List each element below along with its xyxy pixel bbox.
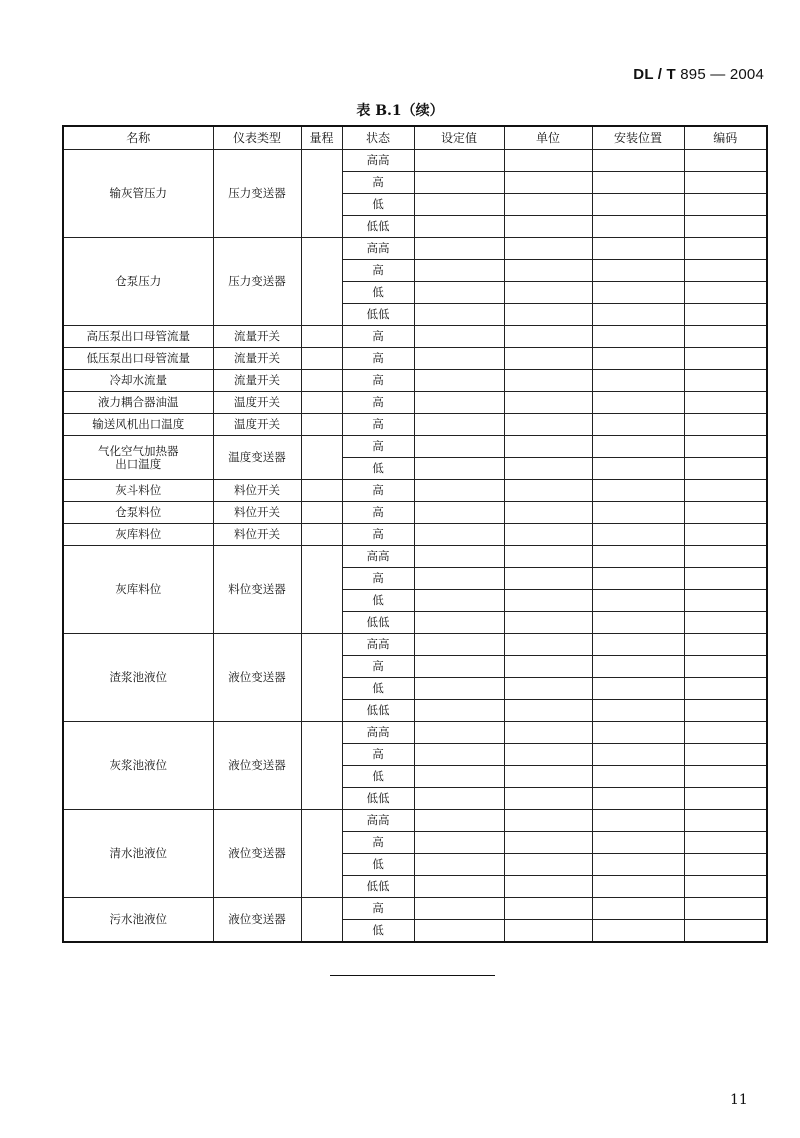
- code-cell: [684, 260, 767, 282]
- instrument-name: 污水池液位: [63, 898, 213, 943]
- code-cell: [684, 458, 767, 480]
- unit-cell: [504, 238, 592, 260]
- range-cell: [301, 722, 342, 810]
- code-cell: [684, 216, 767, 238]
- code-cell: [684, 282, 767, 304]
- code-cell: [684, 326, 767, 348]
- unit-cell: [504, 304, 592, 326]
- setpoint-cell: [414, 788, 504, 810]
- location-cell: [592, 524, 684, 546]
- state-cell: 高: [342, 370, 414, 392]
- location-cell: [592, 898, 684, 920]
- range-cell: [301, 150, 342, 238]
- instrument-name: 灰库料位: [63, 546, 213, 634]
- state-cell: 高高: [342, 150, 414, 172]
- instrument-name: 高压泵出口母管流量: [63, 326, 213, 348]
- column-header: 名称: [63, 126, 213, 150]
- state-cell: 低低: [342, 788, 414, 810]
- unit-cell: [504, 590, 592, 612]
- unit-cell: [504, 810, 592, 832]
- range-cell: [301, 898, 342, 943]
- unit-cell: [504, 832, 592, 854]
- state-cell: 高: [342, 656, 414, 678]
- instrument-name: 清水池液位: [63, 810, 213, 898]
- setpoint-cell: [414, 282, 504, 304]
- setpoint-cell: [414, 920, 504, 943]
- state-cell: 高: [342, 898, 414, 920]
- location-cell: [592, 260, 684, 282]
- instrument-name: 灰库料位: [63, 524, 213, 546]
- location-cell: [592, 876, 684, 898]
- setpoint-cell: [414, 744, 504, 766]
- location-cell: [592, 480, 684, 502]
- setpoint-cell: [414, 304, 504, 326]
- unit-cell: [504, 546, 592, 568]
- instrument-name: 灰斗料位: [63, 480, 213, 502]
- state-cell: 高: [342, 524, 414, 546]
- state-cell: 高高: [342, 546, 414, 568]
- code-cell: [684, 634, 767, 656]
- column-header: 量程: [301, 126, 342, 150]
- location-cell: [592, 700, 684, 722]
- setpoint-cell: [414, 568, 504, 590]
- table-row: [63, 898, 767, 920]
- range-cell: [301, 502, 342, 524]
- code-cell: [684, 612, 767, 634]
- location-cell: [592, 766, 684, 788]
- code-cell: [684, 150, 767, 172]
- location-cell: [592, 326, 684, 348]
- range-cell: [301, 436, 342, 480]
- code-cell: [684, 238, 767, 260]
- instrument-name: 冷却水流量: [63, 370, 213, 392]
- standard-year: 895 — 2004: [680, 66, 764, 83]
- location-cell: [592, 612, 684, 634]
- instrument-name: 仓泵料位: [63, 502, 213, 524]
- state-cell: 低: [342, 920, 414, 943]
- table-row: [63, 150, 767, 172]
- unit-cell: [504, 282, 592, 304]
- instrument-name: 渣浆池液位: [63, 634, 213, 722]
- state-cell: 高: [342, 326, 414, 348]
- state-cell: 高: [342, 348, 414, 370]
- column-header: 单位: [504, 126, 592, 150]
- setpoint-cell: [414, 370, 504, 392]
- state-cell: 低: [342, 458, 414, 480]
- state-cell: 低低: [342, 216, 414, 238]
- setpoint-cell: [414, 546, 504, 568]
- location-cell: [592, 150, 684, 172]
- unit-cell: [504, 656, 592, 678]
- code-cell: [684, 304, 767, 326]
- column-header: 安装位置: [592, 126, 684, 150]
- table-row: [63, 348, 767, 370]
- range-cell: [301, 524, 342, 546]
- code-cell: [684, 392, 767, 414]
- code-cell: [684, 832, 767, 854]
- location-cell: [592, 634, 684, 656]
- range-cell: [301, 634, 342, 722]
- unit-cell: [504, 722, 592, 744]
- setpoint-cell: [414, 414, 504, 436]
- table-row: [63, 370, 767, 392]
- code-cell: [684, 194, 767, 216]
- instrument-name: 仓泵压力: [63, 238, 213, 326]
- code-cell: [684, 568, 767, 590]
- range-cell: [301, 810, 342, 898]
- location-cell: [592, 788, 684, 810]
- setpoint-cell: [414, 436, 504, 458]
- location-cell: [592, 810, 684, 832]
- location-cell: [592, 678, 684, 700]
- instrument-type: 料位变送器: [213, 546, 301, 634]
- location-cell: [592, 348, 684, 370]
- range-cell: [301, 546, 342, 634]
- location-cell: [592, 656, 684, 678]
- column-header: 编码: [684, 126, 767, 150]
- code-cell: [684, 898, 767, 920]
- unit-cell: [504, 524, 592, 546]
- unit-cell: [504, 920, 592, 943]
- standard-number: [633, 66, 764, 83]
- state-cell: 高: [342, 568, 414, 590]
- location-cell: [592, 502, 684, 524]
- code-cell: [684, 524, 767, 546]
- unit-cell: [504, 876, 592, 898]
- location-cell: [592, 238, 684, 260]
- state-cell: 高: [342, 502, 414, 524]
- code-cell: [684, 546, 767, 568]
- instrument-type: 流量开关: [213, 348, 301, 370]
- setpoint-cell: [414, 766, 504, 788]
- setpoint-cell: [414, 810, 504, 832]
- code-cell: [684, 700, 767, 722]
- setpoint-cell: [414, 150, 504, 172]
- unit-cell: [504, 480, 592, 502]
- unit-cell: [504, 898, 592, 920]
- setpoint-cell: [414, 678, 504, 700]
- state-cell: 低: [342, 282, 414, 304]
- instrument-name: 输送风机出口温度: [63, 414, 213, 436]
- column-header: 仪表类型: [213, 126, 301, 150]
- unit-cell: [504, 370, 592, 392]
- column-header: 设定值: [414, 126, 504, 150]
- code-cell: [684, 370, 767, 392]
- setpoint-cell: [414, 700, 504, 722]
- code-cell: [684, 436, 767, 458]
- table-row: [63, 546, 767, 568]
- unit-cell: [504, 700, 592, 722]
- page-number: 11: [730, 1092, 748, 1108]
- table-row: [63, 436, 767, 458]
- setpoint-cell: [414, 172, 504, 194]
- table-row: [63, 524, 767, 546]
- range-cell: [301, 414, 342, 436]
- unit-cell: [504, 502, 592, 524]
- state-cell: 低: [342, 678, 414, 700]
- state-cell: 高: [342, 832, 414, 854]
- location-cell: [592, 172, 684, 194]
- setpoint-cell: [414, 194, 504, 216]
- unit-cell: [504, 260, 592, 282]
- code-cell: [684, 788, 767, 810]
- end-rule: [330, 975, 495, 976]
- setpoint-cell: [414, 832, 504, 854]
- standard-code: DL / T: [633, 66, 676, 83]
- unit-cell: [504, 744, 592, 766]
- unit-cell: [504, 568, 592, 590]
- table-row: [63, 634, 767, 656]
- location-cell: [592, 546, 684, 568]
- instrument-type: 液位变送器: [213, 898, 301, 943]
- table-row: [63, 810, 767, 832]
- state-cell: 高高: [342, 722, 414, 744]
- table-row: [63, 480, 767, 502]
- table-row: [63, 392, 767, 414]
- state-cell: 高高: [342, 810, 414, 832]
- state-cell: 高高: [342, 634, 414, 656]
- setpoint-cell: [414, 524, 504, 546]
- location-cell: [592, 370, 684, 392]
- location-cell: [592, 194, 684, 216]
- code-cell: [684, 172, 767, 194]
- state-cell: 高: [342, 414, 414, 436]
- location-cell: [592, 832, 684, 854]
- unit-cell: [504, 458, 592, 480]
- setpoint-cell: [414, 876, 504, 898]
- code-cell: [684, 502, 767, 524]
- unit-cell: [504, 634, 592, 656]
- setpoint-cell: [414, 590, 504, 612]
- unit-cell: [504, 150, 592, 172]
- state-cell: 低低: [342, 304, 414, 326]
- range-cell: [301, 392, 342, 414]
- location-cell: [592, 392, 684, 414]
- code-cell: [684, 348, 767, 370]
- location-cell: [592, 920, 684, 943]
- setpoint-cell: [414, 612, 504, 634]
- unit-cell: [504, 788, 592, 810]
- state-cell: 低: [342, 590, 414, 612]
- instrument-type: 温度开关: [213, 392, 301, 414]
- instrument-type: 液位变送器: [213, 810, 301, 898]
- unit-cell: [504, 678, 592, 700]
- instrument-type: 料位开关: [213, 480, 301, 502]
- range-cell: [301, 326, 342, 348]
- instrument-type: 料位开关: [213, 502, 301, 524]
- range-cell: [301, 348, 342, 370]
- unit-cell: [504, 854, 592, 876]
- state-cell: 低: [342, 766, 414, 788]
- setpoint-cell: [414, 348, 504, 370]
- state-cell: 高: [342, 480, 414, 502]
- setpoint-cell: [414, 392, 504, 414]
- column-header: 状态: [342, 126, 414, 150]
- instrument-type: 压力变送器: [213, 238, 301, 326]
- instrument-table: [62, 125, 768, 943]
- setpoint-cell: [414, 898, 504, 920]
- unit-cell: [504, 326, 592, 348]
- state-cell: 高: [342, 260, 414, 282]
- unit-cell: [504, 436, 592, 458]
- instrument-name: 低压泵出口母管流量: [63, 348, 213, 370]
- state-cell: 低低: [342, 700, 414, 722]
- setpoint-cell: [414, 854, 504, 876]
- code-cell: [684, 414, 767, 436]
- unit-cell: [504, 348, 592, 370]
- location-cell: [592, 590, 684, 612]
- setpoint-cell: [414, 480, 504, 502]
- instrument-name: 气化空气加热器 出口温度: [63, 436, 213, 480]
- instrument-type: 流量开关: [213, 326, 301, 348]
- instrument-type: 料位开关: [213, 524, 301, 546]
- unit-cell: [504, 172, 592, 194]
- setpoint-cell: [414, 722, 504, 744]
- unit-cell: [504, 194, 592, 216]
- instrument-type: 压力变送器: [213, 150, 301, 238]
- unit-cell: [504, 766, 592, 788]
- location-cell: [592, 282, 684, 304]
- setpoint-cell: [414, 634, 504, 656]
- setpoint-cell: [414, 260, 504, 282]
- location-cell: [592, 304, 684, 326]
- state-cell: 高: [342, 744, 414, 766]
- setpoint-cell: [414, 656, 504, 678]
- unit-cell: [504, 414, 592, 436]
- unit-cell: [504, 612, 592, 634]
- setpoint-cell: [414, 326, 504, 348]
- location-cell: [592, 568, 684, 590]
- location-cell: [592, 744, 684, 766]
- code-cell: [684, 678, 767, 700]
- code-cell: [684, 854, 767, 876]
- code-cell: [684, 656, 767, 678]
- setpoint-cell: [414, 238, 504, 260]
- unit-cell: [504, 392, 592, 414]
- code-cell: [684, 920, 767, 943]
- unit-cell: [504, 216, 592, 238]
- instrument-type: 液位变送器: [213, 722, 301, 810]
- instrument-name: 灰浆池液位: [63, 722, 213, 810]
- instrument-type: 液位变送器: [213, 634, 301, 722]
- table-row: [63, 722, 767, 744]
- instrument-type: 温度开关: [213, 414, 301, 436]
- range-cell: [301, 238, 342, 326]
- location-cell: [592, 436, 684, 458]
- table-caption: 表 B.1（续）: [356, 103, 444, 119]
- code-cell: [684, 590, 767, 612]
- code-cell: [684, 480, 767, 502]
- state-cell: 高: [342, 172, 414, 194]
- table-row: [63, 326, 767, 348]
- location-cell: [592, 414, 684, 436]
- code-cell: [684, 876, 767, 898]
- location-cell: [592, 854, 684, 876]
- location-cell: [592, 722, 684, 744]
- location-cell: [592, 458, 684, 480]
- setpoint-cell: [414, 216, 504, 238]
- code-cell: [684, 810, 767, 832]
- instrument-type: 流量开关: [213, 370, 301, 392]
- instrument-name: 液力耦合器油温: [63, 392, 213, 414]
- table-row: [63, 414, 767, 436]
- location-cell: [592, 216, 684, 238]
- range-cell: [301, 480, 342, 502]
- table-row: [63, 502, 767, 524]
- setpoint-cell: [414, 502, 504, 524]
- code-cell: [684, 766, 767, 788]
- setpoint-cell: [414, 458, 504, 480]
- instrument-name: 输灰管压力: [63, 150, 213, 238]
- state-cell: 低: [342, 854, 414, 876]
- code-cell: [684, 722, 767, 744]
- state-cell: 低: [342, 194, 414, 216]
- code-cell: [684, 744, 767, 766]
- state-cell: 高: [342, 392, 414, 414]
- instrument-type: 温度变送器: [213, 436, 301, 480]
- state-cell: 低低: [342, 876, 414, 898]
- table-row: [63, 238, 767, 260]
- range-cell: [301, 370, 342, 392]
- state-cell: 低低: [342, 612, 414, 634]
- table-header-row: [63, 126, 767, 150]
- state-cell: 高高: [342, 238, 414, 260]
- state-cell: 高: [342, 436, 414, 458]
